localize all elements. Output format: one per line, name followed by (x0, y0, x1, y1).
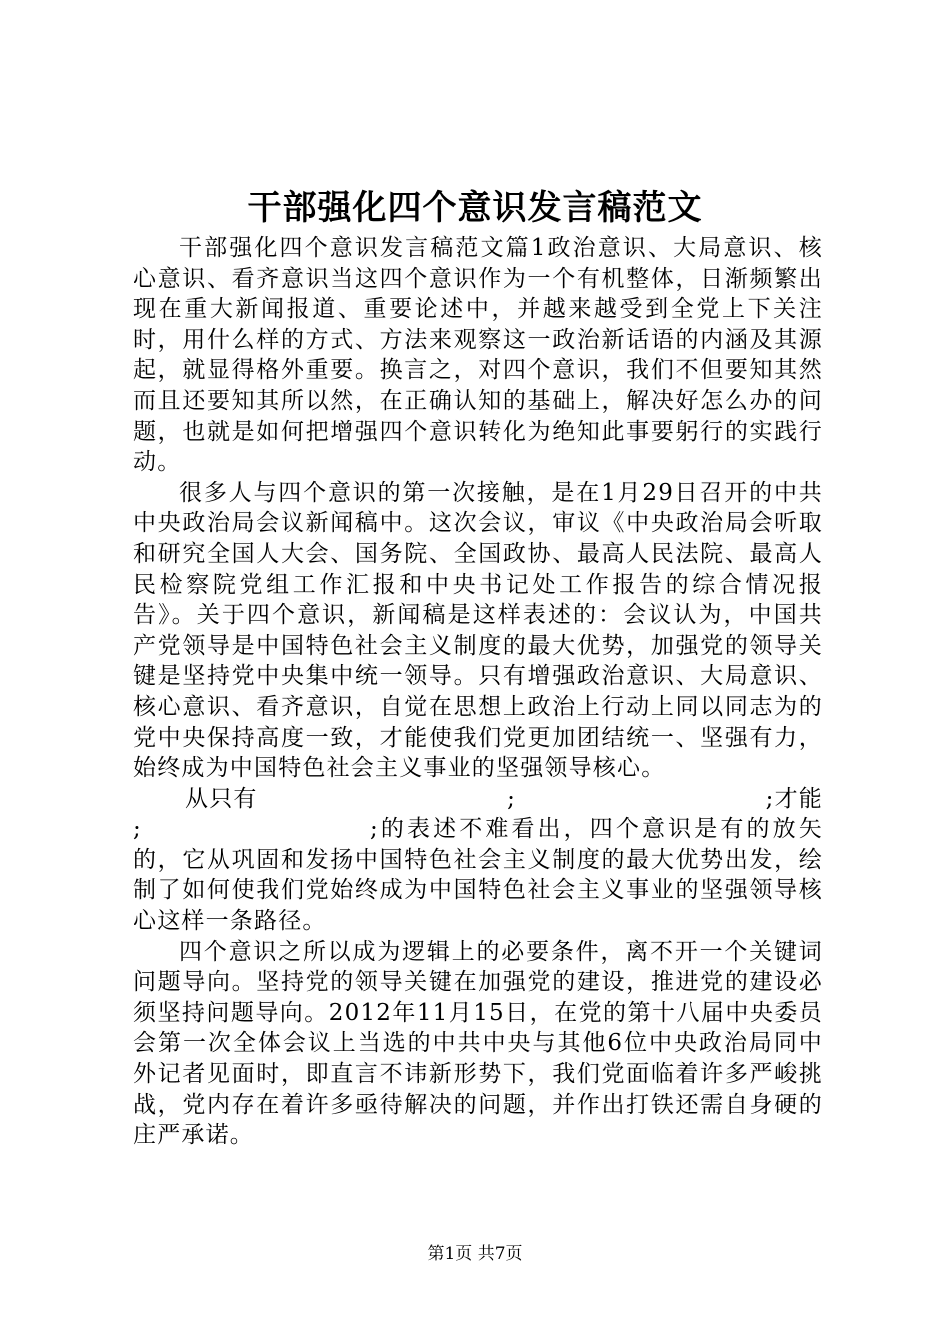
blank-segment-3: ;才能 (765, 785, 823, 812)
document-body (133, 233, 823, 1151)
paragraph-4: 四个意识之所以成为逻辑上的必要条件，离不开一个关键词问题导向。坚持党的领导关键在加强党的建设，推进党的建设必须坚持问题导向。2012年11月15日，在党的第十八届中央委员会第一次全体会议上当选的中共中央与其他6位中央政治局同中外记者见面时，即直言不讳新形势下，我们党面临着许多严峻挑战，党内存在着许多亟待解决的问题，并作出打铁还需自身硬的庄严承诺。 (133, 938, 823, 1149)
paragraph-2: 很多人与四个意识的第一次接触，是在1月29日召开的中共中央政治局会议新闻稿中。这次会议，审议《中央政治局会听取和研究全国人大会、国务院、全国政协、最高人民法院、最高人民检察院党组工作汇报和中央书记处工作报告的综合情况报告》。关于四个意识，新闻稿是这样表述的：会议认为，中国共产党领导是中国特色社会主义制度的最大优势，加强党的领导关键是坚持党中央集中统一领导。只有增强政治意识、大局意识、核心意识、看齐意识，自觉在思想上政治上行动上同以同志为的党中央保持高度一致，才能使我们党更加团结统一、坚强有力，始终成为中国特色社会主义事业的坚强领导核心。 (133, 479, 823, 782)
blank-line-rest (133, 814, 823, 936)
blank-line-1 (133, 784, 823, 815)
document-title: 干部强化四个意识发言稿范文 (247, 188, 703, 228)
paragraph-1: 干部强化四个意识发言稿范文篇1政治意识、大局意识、核心意识、看齐意识当这四个意识作为一个有机整体，日渐频繁出现在重大新闻报道、重要论述中，并越来越受到全党上下关注时，用什么样的方式、方法来观察这一政治新话语的内涵及其源起，就显得格外重要。换言之，对四个意识，我们不但要知其然而且还要知其所以然，在正确认知的基础上，解决好怎么办的问题，也就是如何把增强四个意识转化为绝知此事要躬行的实践行动。 (133, 235, 823, 476)
paragraph-3-with-blanks (133, 784, 823, 937)
blank-segment-1: 从只有 (185, 785, 258, 812)
blank-segment-2: ; (507, 785, 517, 812)
page-footer: 第1页 共7页 (427, 1244, 523, 1264)
blank-segment-5: ;的表述不难看出，四个意识是有的放矢的，它从巩固和发扬中国特色社会主义制度的最大优势出发，绘制了如何使我们党始终成为中国特色社会主义事业的坚强领导核心这样一条路径。 (133, 816, 823, 935)
blank-segment-4: ; (133, 816, 142, 843)
